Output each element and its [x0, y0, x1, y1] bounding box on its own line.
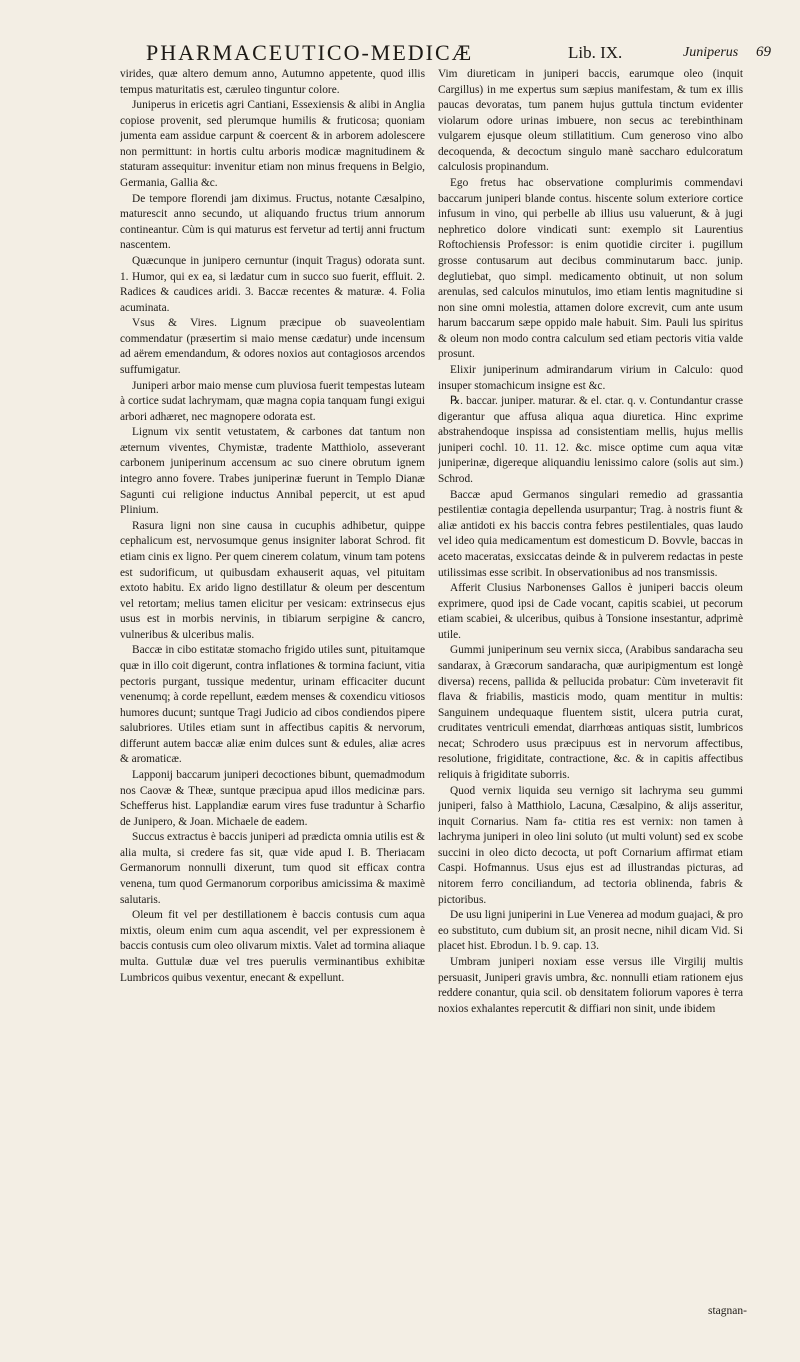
left-column	[120, 67, 425, 1307]
right-column	[438, 67, 743, 1307]
paragraph: Oleum fit vel per destillationem è baccis contusis cum aqua mixtis, oleum enim cum aqua ascendit, vel per expressionem è baccis contusis cum oleo olivarum mixtis. Valet ad tormina aliaque multa. Guttulæ duæ vel tres puerulis verminantibus exhibitæ Lumbricos quibus vexentur, enecant & expellunt.	[120, 909, 425, 984]
paragraph: Juniperi arbor maio mense cum pluviosa fuerit tempestas luteam à cortice sudat lachrymam, quæ magna copia tanquam fungi exigui arbori adhæret, nec magnopere odorata est.	[120, 379, 425, 423]
paragraph: Succus extractus è baccis juniperi ad prædicta omnia utilis est & alia multa, si credere fas sit, quæ vide apud I. B. Theriacam Germanorum nonnulli dixerunt, tum quod sit efficax contra venena, tum quod Germanorum corporibus amicissima & maximè salutaris.	[120, 831, 425, 906]
paragraph: Quæcunque in junipero cernuntur (inquit Tragus) odorata sunt. 1. Humor, qui ex ea, si lædatur cum in succo suo fuerit, effluit. 2. Radices & caudices aridi. 3. Baccæ recentes & maturæ. 4. Folia acuminata.	[120, 254, 425, 314]
paragraph: Afferit Clusius Narbonenses Gallos è juniperi baccis oleum exprimere, quod ipsi de Cade vocant, capitis scabiei, ut pecorum etiam scabiei, & ulceribus, quibus à Tonsione insestantur, adprimè utile.	[438, 582, 743, 641]
paragraph: ℞. baccar. juniper. maturar. & el. ctar. q. v. Contundantur crasse digerantur que affusa aliqua aqua diuretica. Hinc exprime abstrahendoque inspissa ad consistentiam mellis, hujus mellis juniperi cochl. 10. 11. 12. &c. misce optime cum aqua vitæ juniperinæ, digereque aliquandiu lenissimo calore (solis aut sim.) Schrod.	[438, 395, 743, 486]
catchword: stagnan-	[708, 1305, 747, 1317]
paragraph: virides, quæ altero demum anno, Autumno appetente, quod illis tempus maturitatis est, cæruleo tinguntur colore.	[120, 68, 425, 96]
paragraph: Umbram juniperi noxiam esse versus ille Virgilij multis persuasit, Juniperi gravis umbra, &c. nonnulli etiam rationem ejus reddere conantur, quia scil. ob densitatem foliorum vapores è terra noxios exhalantes repercutit & diffiari non sinit, unde ibidem	[438, 955, 743, 1015]
paragraph: Rasura ligni non sine causa in cucuphis adhibetur, quippe cephalicum est, nervosumque genus insigniter laborat Schrod. fit etiam cinis ex ligno. Per quem cinerem colatum, vinum tam potens est sudorificum, ut quibusdam exhauserit aquas, vel pituitam extoto habitu. Ex arido ligno destillatur & oleum per descentum vel retortam; melius tamen elicitur per vesicam: extrinsecus ejus usus est in morbis nervinis, in tibiarum serpigine & cancro, vulneribus & ulceribus malis.	[120, 519, 425, 641]
paragraph: De usu ligni juniperini in Lue Venerea ad modum guajaci, & pro eo substituto, cum dubium sit, an prosit necne, nihil dicam Vid. Si placet hist. Ebrodun. l b. 9. cap. 13.	[438, 909, 743, 953]
paragraph: De tempore florendi jam diximus. Fructus, notante Cæsalpino, maturescit anno secundo, ut aliquando fructus trium annorum contineantur. Cùm is qui maturus est fervetur ad tertij anni fructum nascentem.	[120, 192, 425, 252]
paragraph: Lignum vix sentit vetustatem, & carbones dat tantum non æternum viventes, Chymistæ, tradente Matthiolo, asseverant carbonem juniperinum accensum ac suo cinere obrutum ignem integro anno fovere. Trabes juniperinæ fuerunt in Templo Dianæ Sagunti cui religione inductus Annibal pepercit, ut est apud Plinium.	[120, 426, 425, 517]
paragraph: Quod vernix liquida seu vernigo sit lachryma seu gummi juniperi, falso à Matthiolo, Lacuna, Cæsalpino, & alijs asseritur, inquit Cornarius. Nam fa- ctitia res est vernix: non tamen à lachryma juniperi in oleo lini soluto (ut multi volunt) sed ex scobe succini in oleo dicto decocta, ut poft Cornarium affirmat etiam Caspi. Hofmannus. Usus ejus est ad illustrandas picturas, ad nitorem ferro conciliandum, ad tectoria oblinenda, fabris & pictoribus.	[438, 784, 743, 906]
paragraph: Vsus & Vires. Lignum præcipue ob suaveolentiam commendatur (præsertim si maio mense cædatur) unde incensum ad aërem emendandum, & odores noxios aut contagiosos arcendos suffumigatur.	[120, 317, 425, 376]
paragraph: Ego fretus hac observatione complurimis commendavi baccarum juniperi blande contus. hiscente solum exteriore cortice infusum in vino, qui perbelle ab illius usu valuerunt, & à jugi nephretico dolore vindicati sunt: exemplo sit Laurentius Roftochiensis Professor: is enim quotidie circiter i. pugillum grosse contusarum aut decibus comminutarum bacc. junip. deglutiebat, quo simpl. medicamento obtinuit, ut non solum arenulas, sed calculos minutulos, imo etiam lentis magnitudine si non sine omni molestia, attamen dolore excrevit, cum ante usum harum baccarum sæpe oppido male habuit. Sim. Pauli lus spiritus & oleum non modo contra calculum sed etiam pectoris vitia valde prosunt.	[438, 177, 743, 361]
paragraph: Lapponij baccarum juniperi decoctiones bibunt, quemadmodum nos Caovæ & Theæ, suntque præcipua apud illos medicinæ pars. Schefferus hist. Lapplandiæ earum vires fuse traduntur à Scharfio de Junipero, & Joan. Michaele de eadem.	[120, 769, 425, 828]
running-title: PHARMACEUTICO-MEDICÆ	[146, 40, 474, 65]
book-number: Lib. IX.	[568, 43, 623, 62]
paragraph: Baccæ in cibo estitatæ stomacho frigido utiles sunt, pituitamque quæ in illo coit digerunt, contra inflationes & tormina faciunt, vitia pectoris purgant, tussique medentur, urinam efficaciter ducunt venenumq; à corde repellunt, eædem menses & coxendicu vitiosos humores ducunt; suntque Tragi Judicio ad cibos condiendos pipere salubriores. Utiles etiam sunt in affectibus capitis & nervorum, differunt autem baccæ aliæ enim dulces sunt & edules, aliæ acres & aromaticæ.	[120, 644, 425, 766]
paragraph: Vim diureticam in juniperi baccis, earumque oleo (inquit Cargillus) in me expertus sum sæpius manifestam, & tum ex illis paucas devoratas, tum panem hujus guttula tinctum evidenter violarum odore urinas imbuere, non secus ac terebinthinam vulgarem ejusque oleum stillatitium. Cum generoso vino albo decoquenda, & decoctum singulo manè saccharo edulcoratum calculosis propinandum.	[438, 68, 743, 174]
paragraph: Baccæ apud Germanos singulari remedio ad grassantia pestilentiæ contagia depellenda usurpantur; Trag. à nostris fiunt & aliæ antidoti ex his baccis contra febres pestilentiales, quas laudo vel ideo quia medicamentum est domesticum D. Bovvle, baccas in aceto maceratas, exsiccatas deinde & in pulverem redactas in peste utilissimas esse scribit. In observationibus ad nos transmissis.	[438, 488, 743, 579]
page-number: 69	[756, 44, 771, 60]
running-header	[110, 40, 770, 68]
paragraph: Juniperus in ericetis agri Cantiani, Essexiensis & alibi in Anglia copiose provenit, sed plerumque humilis & fruticosa; quoniam jumenta eam assidue carpunt & coercent & in arborem adolescere non permittunt: in hortis cultu arboris modicæ magnitudinem & staturam assequitur: invenitur etiam non minus frequens in Belgio, Germania, Gallia &c.	[120, 99, 425, 190]
paragraph: Elixir juniperinum admirandarum virium in Calculo: quod insuper stomachicum insigne est &c.	[438, 363, 743, 392]
paragraph: Gummi juniperinum seu vernix sicca, (Arabibus sandaracha seu sandarax, à Græcorum sandaracha, quæ auripigmentum est longè diversa) recens, pallida & pellucida probatur: Cùm inveteravit fit flava & friabilis, masticis modo, quam mentitur in multis: Sanguinem undequaque fluentem sistit, ulcera putria curat, cruditates ventriculi emendat, diarrhœas antiquas sistit, lumbricos necat; Schrodero usus præcipuus est in nervorum affectibus, resolutione, frigiditate, contractione, &c. & in capitis affectibus reliquis à frigiditate suborris.	[438, 644, 743, 782]
header-keyword: Juniperus	[683, 45, 739, 60]
